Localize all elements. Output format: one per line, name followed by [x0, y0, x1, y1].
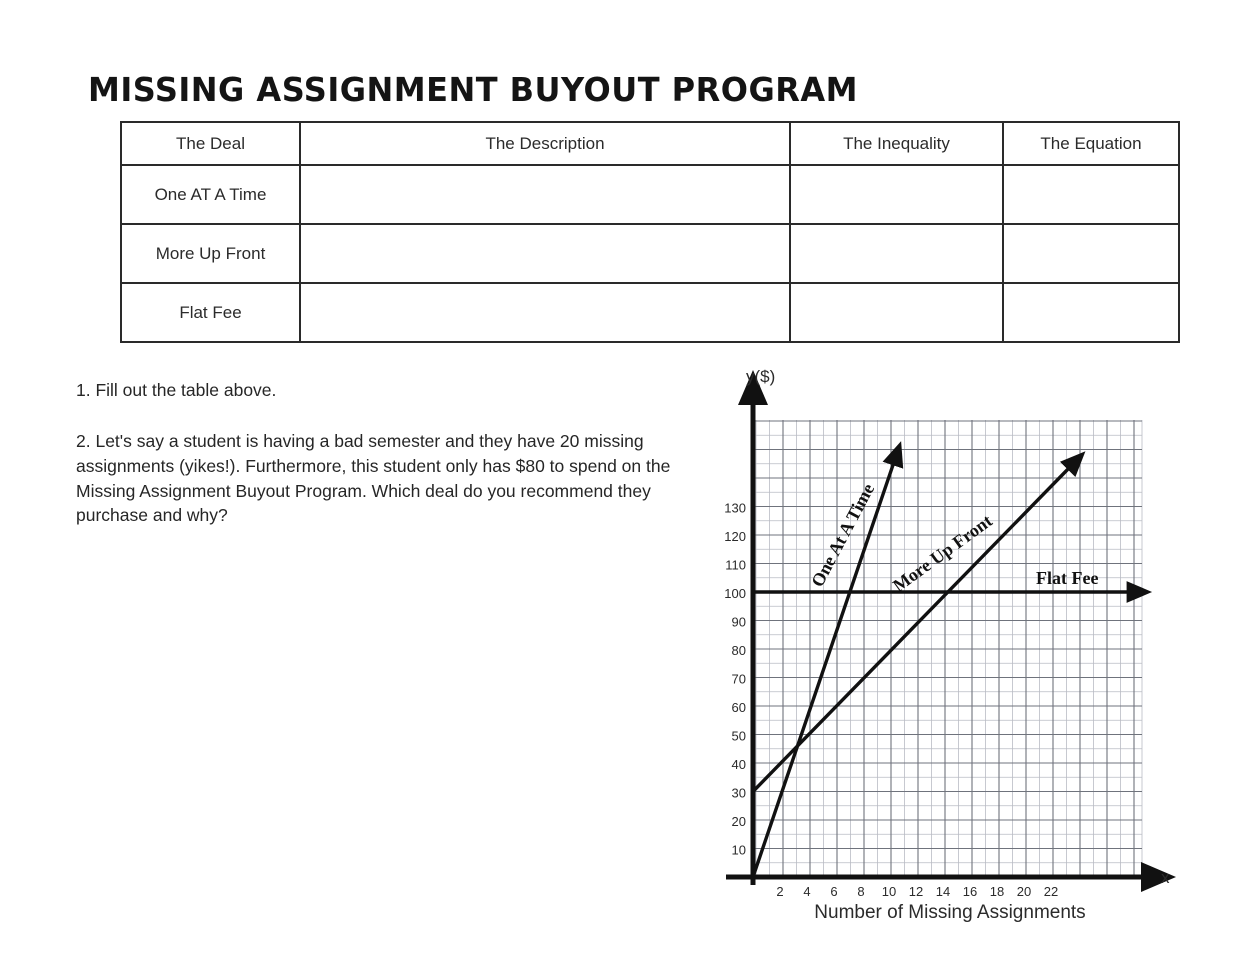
y-tick-50: 50 — [731, 728, 746, 744]
cell-description[interactable] — [300, 165, 790, 224]
question-1: 1. Fill out the table above. — [76, 380, 277, 400]
y-axis-label: y($) — [746, 367, 776, 386]
cell-description[interactable] — [300, 283, 790, 342]
y-tick-90: 90 — [731, 614, 746, 630]
x-tick-10: 10 — [881, 884, 897, 899]
series-label-more-up-front: More Up Front — [889, 510, 996, 596]
table-row — [121, 224, 1179, 283]
table-row — [121, 165, 1179, 224]
column-header-inequality: The Inequality — [790, 122, 1003, 165]
y-tick-40: 40 — [731, 757, 746, 772]
x-tick-20: 20 — [1016, 884, 1032, 899]
row-label-more-up-front: More Up Front — [121, 224, 300, 283]
x-tick-labels — [776, 884, 1058, 899]
y-tick-120: 120 — [724, 529, 746, 544]
cell-description[interactable] — [300, 224, 790, 283]
series-label-flat-fee: Flat Fee — [1036, 568, 1099, 588]
y-tick-30: 30 — [731, 785, 746, 801]
y-tick-130: 130 — [724, 500, 746, 516]
x-axis-caption: Number of Missing Assignments — [814, 902, 1086, 923]
y-tick-labels — [724, 501, 746, 858]
table-header-row — [121, 122, 1179, 165]
x-tick-18: 18 — [989, 884, 1005, 899]
x-tick-4: 4 — [803, 884, 811, 899]
table-row — [121, 283, 1179, 342]
series-label-one-at-a-time: One At A Time — [807, 480, 879, 591]
y-tick-20: 20 — [731, 814, 746, 829]
column-header-equation: The Equation — [1003, 122, 1179, 165]
y-tick-60: 60 — [731, 700, 746, 715]
x-tick-8: 8 — [857, 884, 865, 899]
x-tick-22: 22 — [1043, 884, 1059, 899]
questions-block — [76, 378, 716, 528]
cell-equation[interactable] — [1003, 224, 1179, 283]
deal-table — [120, 121, 1180, 343]
x-tick-2: 2 — [776, 884, 784, 899]
page-title: MISSING ASSIGNMENT BUYOUT PROGRAM — [88, 70, 858, 109]
cell-equation[interactable] — [1003, 165, 1179, 224]
y-tick-80: 80 — [731, 643, 746, 658]
y-tick-10: 10 — [731, 842, 746, 858]
cell-inequality[interactable] — [790, 165, 1003, 224]
grid-major — [753, 420, 1142, 877]
column-header-description: The Description — [300, 122, 790, 165]
x-tick-6: 6 — [830, 884, 838, 899]
x-axis-label: x — [1161, 868, 1170, 887]
series-line-more-up-front — [753, 467, 1070, 792]
x-tick-16: 16 — [962, 884, 978, 899]
coordinate-graph — [718, 360, 1198, 930]
cell-inequality[interactable] — [790, 283, 1003, 342]
cell-inequality[interactable] — [790, 224, 1003, 283]
row-label-flat-fee: Flat Fee — [121, 283, 300, 342]
x-tick-12: 12 — [908, 884, 924, 899]
graph-panel — [718, 360, 1198, 930]
question-2: 2. Let's say a student is having a bad semester and they have 20 missing assignments (yikes!). Furthermore, this student only has $80 to spend on the Missing Assignment Buyout Program. Which deal do you recommend they purchase and why? — [76, 430, 671, 526]
cell-equation[interactable] — [1003, 283, 1179, 342]
row-label-one-at-a-time: One AT A Time — [121, 165, 300, 224]
y-tick-70: 70 — [731, 671, 746, 687]
x-tick-14: 14 — [935, 884, 951, 899]
column-header-deal: The Deal — [121, 122, 300, 165]
y-tick-110: 110 — [725, 557, 746, 573]
y-tick-100: 100 — [724, 586, 746, 601]
